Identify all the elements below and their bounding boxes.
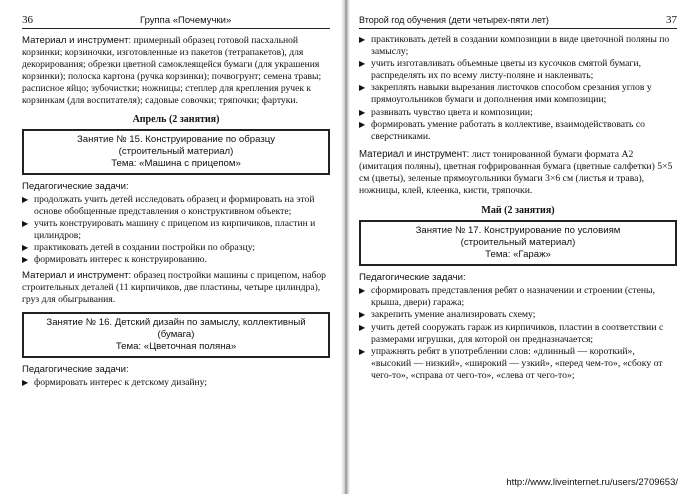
tasks-heading: Педагогические задачи: [22, 364, 129, 376]
lesson-material: (строительный материал) [460, 237, 576, 249]
materials-label: Материал и инструмент: [22, 270, 132, 282]
tasks-list [359, 34, 677, 143]
lesson-title: Занятие № 16. Детский дизайн по замыслу, коллективный [46, 317, 306, 329]
tasks-list [22, 194, 330, 267]
page-number: 36 [22, 14, 33, 26]
left-page [22, 14, 330, 484]
materials-text: лист тонированной бумаги формата А2 (имитация поляны), цветная гофрированная бумага (цветные салфетки) 5×5 см (цветы), зеленые прямоугольники бумаги 3×6 см (листья и трава), ножницы, клей, клеенка, кисти, тряпочки. [359, 148, 673, 197]
bullet-icon: ▶ [359, 346, 366, 356]
list-item: ▶ закреплять навыки вырезания листочков способом срезания углов у прямоугольников бумаги и дополнения ими композиции; [359, 82, 652, 106]
materials-label: Материал и инструмент: [22, 35, 132, 46]
bullet-icon: ▶ [22, 194, 29, 204]
section-heading-may: Май (2 занятия) [481, 205, 555, 217]
left-page-header [22, 14, 330, 29]
materials-paragraph [359, 149, 677, 197]
list-item: ▶ практиковать детей в создании постройки по образцу; [22, 241, 256, 253]
bullet-icon: ▶ [22, 218, 29, 228]
running-title: Второй год обучения (дети четырех-пяти лет) [359, 15, 549, 25]
tasks-heading: Педагогические задачи: [22, 180, 129, 192]
materials-paragraph [22, 270, 330, 306]
running-title: Группа «Почемучки» [140, 15, 232, 26]
lesson-theme: Тема: «Гараж» [485, 249, 551, 261]
list-item: ▶ развивать чувство цвета и композиции; [359, 106, 533, 118]
list-item: ▶ формировать интерес к детскому дизайну; [22, 377, 208, 389]
list-item: ▶ формировать умение работать в коллективе, взаимодействовать со сверстниками. [359, 118, 646, 142]
tasks-list [22, 377, 330, 389]
tasks-heading: Педагогические задачи: [359, 272, 466, 284]
lesson-material: (бумага) [157, 329, 195, 341]
bullet-icon: ▶ [359, 119, 366, 129]
materials-text: примерный образец готовой пасхальной корзинки; корзиночки, изготовленные из пакетов (тетрапакетов), для декорирования; обрезки цветной самоклеящейся бумаги (для украшения корзинки); полоска картона (ручка корзинки); почвогрунт; семена травы; расписное яйцо; зубочистки; ножницы; степлер для крепления ручек к корзинкам (для воспитателя); садовые совочки; тряпочки; фартуки. [22, 35, 322, 107]
bullet-icon: ▶ [359, 35, 366, 44]
list-item: ▶ практиковать детей в создании композиции в виде цветочной поляны по замыслу; [359, 34, 670, 58]
materials-paragraph [22, 35, 330, 108]
lesson-title: Занятие № 15. Конструирование по образцу [76, 133, 276, 145]
tasks-list [359, 285, 677, 382]
lesson-theme: Тема: «Цветочная поляна» [115, 341, 237, 353]
lesson-title: Занятие № 17. Конструирование по условиям [415, 225, 621, 237]
list-item: ▶ закрепить умение анализировать схему; [359, 309, 536, 321]
lesson-box-17 [359, 220, 677, 266]
bullet-icon: ▶ [22, 255, 29, 265]
book-gutter [341, 0, 350, 494]
bullet-icon: ▶ [359, 322, 366, 332]
materials-label: Материал и инструмент: [359, 148, 470, 160]
bullet-icon: ▶ [359, 83, 366, 93]
right-page [359, 14, 677, 484]
list-item: ▶ учить изготавливать объемные цветы из кусочков смятой бумаги, распределять их по всему листу-поляне и наклеивать; [359, 58, 641, 82]
bullet-icon: ▶ [359, 286, 366, 296]
page-number: 37 [666, 14, 677, 26]
section-heading-april: Апрель (2 занятия) [132, 113, 220, 125]
bullet-icon: ▶ [359, 310, 366, 320]
bullet-icon: ▶ [22, 242, 29, 252]
list-item: ▶ сформировать представления ребят о назначении и строении (стены, крыша, двери) гаража; [359, 285, 655, 309]
list-item: ▶ продолжать учить детей исследовать образец и формировать на этой основе обобщенные представления о конструктивном объекте; [22, 193, 315, 217]
bullet-icon: ▶ [359, 59, 366, 69]
watermark-url: http://www.liveinternet.ru/users/2709653/ [506, 477, 678, 488]
list-item: ▶ учить конструировать машину с прицепом из кирпичиков, пластин и цилиндров; [22, 217, 316, 241]
materials-text: образец постройки машины с прицепом, набор строительных деталей (11 кирпичиков, две пластины, четыре цилиндра), груз для обыгрывания. [22, 270, 326, 306]
list-item: ▶ формировать интерес к конструированию. [22, 254, 207, 266]
list-item: ▶ учить детей сооружать гараж из кирпичиков, пластин в соответствии с размерами игрушки, для которой он предназначается; [359, 321, 664, 345]
lesson-box-16 [22, 312, 330, 358]
lesson-material: (строительный материал) [118, 145, 234, 157]
lesson-theme: Тема: «Машина с прицепом» [111, 157, 241, 169]
list-item: ▶ упражнять ребят в употреблении слов: «длинный — короткий», «высокий — низкий», «широкий — узкий», «перед чем-то», «сбоку от чего-то», «справа от чего-то», «слева от чего-то»; [359, 345, 663, 381]
lesson-box-15 [22, 129, 330, 175]
right-page-header [359, 14, 677, 29]
bullet-icon: ▶ [22, 378, 29, 388]
bullet-icon: ▶ [359, 107, 366, 117]
